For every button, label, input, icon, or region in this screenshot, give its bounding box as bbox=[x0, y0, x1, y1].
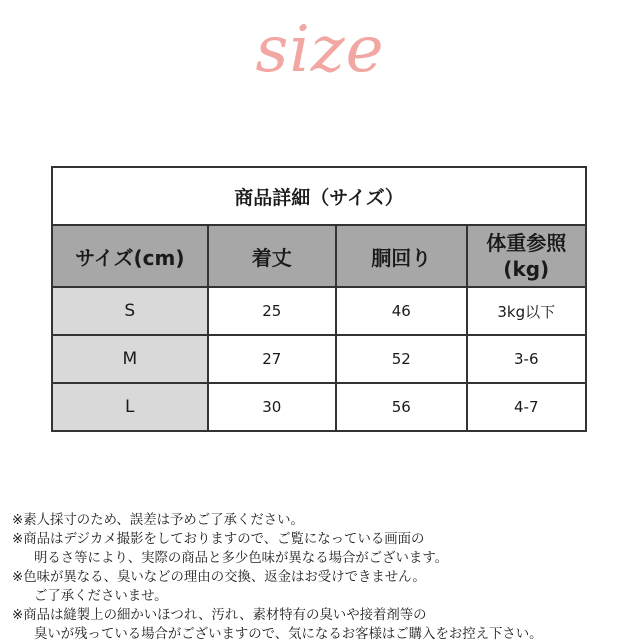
size-table bbox=[51, 166, 587, 432]
length-cell: 27 bbox=[208, 335, 336, 383]
weight-cell: 4-7 bbox=[467, 383, 587, 431]
header-waist: 胴回り bbox=[336, 225, 466, 287]
header-length: 着丈 bbox=[208, 225, 336, 287]
size-cell: S bbox=[52, 287, 208, 335]
table-caption: 商品詳細（サイズ） bbox=[52, 167, 586, 225]
length-cell: 25 bbox=[208, 287, 336, 335]
header-weight: 体重参照 (kg) bbox=[467, 225, 587, 287]
waist-cell: 46 bbox=[336, 287, 466, 335]
table-header-row bbox=[52, 225, 586, 287]
note-line: ※商品はデジカメ撮影をしておりますので、ご覧になっている画面の bbox=[12, 532, 425, 547]
note-line: 臭いが残っている場合がございますので、気になるお客様はご購入をお控え下さい。 bbox=[34, 627, 543, 642]
table-row bbox=[52, 335, 586, 383]
size-title: size bbox=[255, 13, 385, 87]
length-cell: 30 bbox=[208, 383, 336, 431]
size-cell: L bbox=[52, 383, 208, 431]
weight-cell: 3kg以下 bbox=[467, 287, 587, 335]
table-caption-row bbox=[52, 167, 586, 225]
note-line: 明るさ等により、実際の商品と多少色味が異なる場合がございます。 bbox=[34, 551, 449, 566]
table-row bbox=[52, 383, 586, 431]
waist-cell: 56 bbox=[336, 383, 466, 431]
note-line: ※色味が異なる、臭いなどの理由の交換、返金はお受けできません。 bbox=[12, 570, 426, 585]
table-row bbox=[52, 287, 586, 335]
weight-cell: 3-6 bbox=[467, 335, 587, 383]
size-cell: M bbox=[52, 335, 208, 383]
notes-block bbox=[12, 511, 632, 644]
note-line: ご了承くださいませ。 bbox=[34, 589, 168, 604]
waist-cell: 52 bbox=[336, 335, 466, 383]
header-size: サイズ(cm) bbox=[52, 225, 208, 287]
note-line: ※素人採寸のため、誤差は予めご了承ください。 bbox=[12, 513, 304, 528]
note-line: ※商品は縫製上の細かいほつれ、汚れ、素材特有の臭いや接着剤等の bbox=[12, 608, 427, 623]
